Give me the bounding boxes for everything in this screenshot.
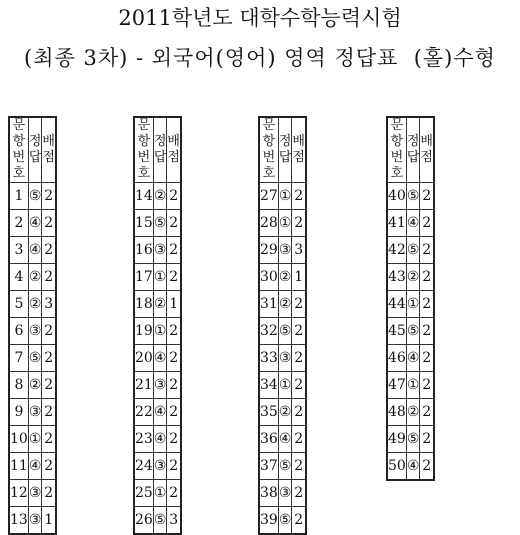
table-row bbox=[259, 264, 306, 291]
answer-value: ② bbox=[278, 291, 292, 318]
question-number: 2 bbox=[9, 210, 28, 237]
answer-value: ③ bbox=[278, 237, 292, 264]
table-row bbox=[387, 372, 434, 399]
header-number: 문항 번호 bbox=[134, 117, 153, 183]
points-value: 2 bbox=[292, 426, 306, 453]
answer-value: ④ bbox=[278, 426, 292, 453]
question-number: 15 bbox=[134, 210, 153, 237]
table-row bbox=[134, 291, 181, 318]
points-value: 2 bbox=[292, 345, 306, 372]
table-row bbox=[9, 264, 56, 291]
points-value: 2 bbox=[42, 480, 56, 507]
table-row bbox=[134, 237, 181, 264]
points-value: 2 bbox=[42, 372, 56, 399]
points-value: 2 bbox=[292, 291, 306, 318]
points-value: 2 bbox=[420, 237, 434, 264]
table-row bbox=[259, 183, 306, 210]
question-number: 46 bbox=[387, 345, 406, 372]
answer-value: ④ bbox=[28, 210, 42, 237]
question-number: 39 bbox=[259, 507, 278, 535]
answer-value: ③ bbox=[28, 318, 42, 345]
header-number: 문항 번호 bbox=[387, 117, 406, 183]
table-row bbox=[134, 264, 181, 291]
table-row bbox=[134, 480, 181, 507]
table-row bbox=[134, 210, 181, 237]
table-row bbox=[387, 426, 434, 453]
table-row bbox=[9, 507, 56, 535]
question-number: 50 bbox=[387, 453, 406, 481]
table-row bbox=[9, 183, 56, 210]
answer-value: ⑤ bbox=[278, 318, 292, 345]
question-number: 48 bbox=[387, 399, 406, 426]
answer-value: ③ bbox=[278, 345, 292, 372]
table-row bbox=[387, 291, 434, 318]
table-row bbox=[259, 291, 306, 318]
table-row bbox=[9, 399, 56, 426]
points-value: 2 bbox=[420, 264, 434, 291]
points-value: 2 bbox=[42, 210, 56, 237]
answer-value: ② bbox=[406, 399, 420, 426]
question-number: 37 bbox=[259, 453, 278, 480]
answer-value: ⑤ bbox=[406, 426, 420, 453]
points-value: 2 bbox=[167, 183, 181, 210]
points-value: 2 bbox=[167, 426, 181, 453]
question-number: 4 bbox=[9, 264, 28, 291]
answer-value: ③ bbox=[153, 453, 167, 480]
points-value: 2 bbox=[167, 372, 181, 399]
question-number: 23 bbox=[134, 426, 153, 453]
question-number: 19 bbox=[134, 318, 153, 345]
table-row bbox=[259, 372, 306, 399]
answer-value: ④ bbox=[406, 453, 420, 481]
answer-value: ⑤ bbox=[153, 507, 167, 535]
table-row bbox=[9, 453, 56, 480]
table-row bbox=[387, 399, 434, 426]
table-row bbox=[134, 345, 181, 372]
points-value: 2 bbox=[42, 237, 56, 264]
answer-value: ① bbox=[406, 372, 420, 399]
table-row bbox=[387, 264, 434, 291]
question-number: 17 bbox=[134, 264, 153, 291]
table-row bbox=[259, 426, 306, 453]
points-value: 2 bbox=[292, 372, 306, 399]
answer-value: ① bbox=[153, 318, 167, 345]
answer-table-1 bbox=[8, 116, 57, 535]
points-value: 1 bbox=[167, 291, 181, 318]
table-row bbox=[9, 210, 56, 237]
question-number: 28 bbox=[259, 210, 278, 237]
answer-table-4 bbox=[386, 116, 435, 481]
header-points: 배 점 bbox=[292, 117, 306, 183]
question-number: 26 bbox=[134, 507, 153, 535]
answer-value: ① bbox=[278, 183, 292, 210]
points-value: 2 bbox=[167, 264, 181, 291]
question-number: 6 bbox=[9, 318, 28, 345]
question-number: 5 bbox=[9, 291, 28, 318]
header-row bbox=[9, 117, 56, 183]
question-number: 33 bbox=[259, 345, 278, 372]
answer-value: ⑤ bbox=[278, 453, 292, 480]
points-value: 2 bbox=[167, 237, 181, 264]
answer-value: ③ bbox=[153, 372, 167, 399]
header-row bbox=[134, 117, 181, 183]
table-row bbox=[387, 345, 434, 372]
page-title: 2011학년도 대학수학능력시험 bbox=[118, 6, 402, 30]
answer-value: ④ bbox=[28, 453, 42, 480]
table-row bbox=[134, 453, 181, 480]
table-row bbox=[134, 507, 181, 535]
points-value: 2 bbox=[42, 426, 56, 453]
table-row bbox=[9, 318, 56, 345]
answer-value: ⑤ bbox=[278, 507, 292, 535]
table-row bbox=[259, 480, 306, 507]
question-number: 10 bbox=[9, 426, 28, 453]
table-row bbox=[9, 426, 56, 453]
table-row bbox=[9, 480, 56, 507]
points-value: 2 bbox=[292, 453, 306, 480]
answer-value: ① bbox=[153, 264, 167, 291]
question-number: 24 bbox=[134, 453, 153, 480]
points-value: 2 bbox=[420, 345, 434, 372]
table-row bbox=[134, 426, 181, 453]
points-value: 2 bbox=[292, 480, 306, 507]
answer-value: ④ bbox=[406, 210, 420, 237]
answer-value: ③ bbox=[278, 480, 292, 507]
question-number: 36 bbox=[259, 426, 278, 453]
table-row bbox=[134, 372, 181, 399]
header-answer: 정 답 bbox=[406, 117, 420, 183]
table-row bbox=[134, 318, 181, 345]
points-value: 2 bbox=[420, 399, 434, 426]
header-answer: 정 답 bbox=[28, 117, 42, 183]
points-value: 2 bbox=[42, 453, 56, 480]
answer-table-3 bbox=[258, 116, 307, 535]
answer-value: ④ bbox=[153, 426, 167, 453]
question-number: 38 bbox=[259, 480, 278, 507]
points-value: 2 bbox=[292, 318, 306, 345]
points-value: 2 bbox=[167, 399, 181, 426]
answer-value: ① bbox=[406, 291, 420, 318]
question-number: 18 bbox=[134, 291, 153, 318]
answer-value: ⑤ bbox=[28, 345, 42, 372]
points-value: 2 bbox=[420, 426, 434, 453]
header-answer: 정 답 bbox=[153, 117, 167, 183]
points-value: 2 bbox=[420, 318, 434, 345]
question-number: 44 bbox=[387, 291, 406, 318]
answer-value: ① bbox=[278, 210, 292, 237]
answer-value: ③ bbox=[28, 399, 42, 426]
answer-value: ④ bbox=[153, 345, 167, 372]
points-value: 2 bbox=[420, 291, 434, 318]
answer-value: ③ bbox=[28, 507, 42, 535]
table-row bbox=[259, 345, 306, 372]
answer-value: ④ bbox=[153, 399, 167, 426]
table-row bbox=[259, 399, 306, 426]
answer-value: ③ bbox=[153, 237, 167, 264]
table-row bbox=[134, 399, 181, 426]
points-value: 1 bbox=[42, 507, 56, 535]
points-value: 2 bbox=[420, 183, 434, 210]
header-number: 문항 번호 bbox=[9, 117, 28, 183]
answer-value: ④ bbox=[28, 237, 42, 264]
question-number: 20 bbox=[134, 345, 153, 372]
answer-value: ② bbox=[153, 291, 167, 318]
points-value: 2 bbox=[420, 372, 434, 399]
question-number: 14 bbox=[134, 183, 153, 210]
points-value: 2 bbox=[420, 210, 434, 237]
points-value: 2 bbox=[42, 183, 56, 210]
answer-value: ④ bbox=[406, 345, 420, 372]
points-value: 2 bbox=[167, 210, 181, 237]
table-row bbox=[9, 372, 56, 399]
points-value: 2 bbox=[167, 318, 181, 345]
points-value: 2 bbox=[292, 507, 306, 535]
table-row bbox=[387, 237, 434, 264]
table-row bbox=[387, 210, 434, 237]
table-row bbox=[387, 453, 434, 481]
answer-value: ⑤ bbox=[406, 183, 420, 210]
answer-value: ② bbox=[406, 264, 420, 291]
question-number: 8 bbox=[9, 372, 28, 399]
points-value: 1 bbox=[292, 264, 306, 291]
table-row bbox=[387, 318, 434, 345]
header-number: 문항 번호 bbox=[259, 117, 278, 183]
points-value: 3 bbox=[292, 237, 306, 264]
table-row bbox=[259, 237, 306, 264]
answer-value: ① bbox=[28, 426, 42, 453]
question-number: 27 bbox=[259, 183, 278, 210]
question-number: 40 bbox=[387, 183, 406, 210]
table-row bbox=[9, 345, 56, 372]
points-value: 2 bbox=[167, 345, 181, 372]
question-number: 11 bbox=[9, 453, 28, 480]
answer-value: ② bbox=[278, 264, 292, 291]
question-number: 31 bbox=[259, 291, 278, 318]
answer-value: ② bbox=[153, 183, 167, 210]
points-value: 2 bbox=[292, 183, 306, 210]
table-row bbox=[259, 210, 306, 237]
answer-value: ① bbox=[153, 480, 167, 507]
answer-value: ⑤ bbox=[153, 210, 167, 237]
points-value: 2 bbox=[42, 264, 56, 291]
header-points: 배 점 bbox=[420, 117, 434, 183]
question-number: 7 bbox=[9, 345, 28, 372]
header-row bbox=[259, 117, 306, 183]
answer-value: ③ bbox=[28, 480, 42, 507]
question-number: 25 bbox=[134, 480, 153, 507]
points-value: 2 bbox=[420, 453, 434, 481]
table-row bbox=[259, 507, 306, 535]
question-number: 32 bbox=[259, 318, 278, 345]
question-number: 21 bbox=[134, 372, 153, 399]
points-value: 2 bbox=[292, 210, 306, 237]
points-value: 2 bbox=[42, 318, 56, 345]
question-number: 45 bbox=[387, 318, 406, 345]
table-row bbox=[387, 183, 434, 210]
question-number: 43 bbox=[387, 264, 406, 291]
table-row bbox=[9, 237, 56, 264]
question-number: 16 bbox=[134, 237, 153, 264]
table-row bbox=[9, 291, 56, 318]
points-value: 2 bbox=[42, 399, 56, 426]
answer-value: ⑤ bbox=[406, 237, 420, 264]
question-number: 42 bbox=[387, 237, 406, 264]
table-row bbox=[259, 453, 306, 480]
page-subtitle: (최종 3차) - 외국어(영어) 영역 정답표 (홀)수형 bbox=[24, 46, 496, 70]
question-number: 29 bbox=[259, 237, 278, 264]
points-value: 2 bbox=[167, 453, 181, 480]
header-row bbox=[387, 117, 434, 183]
answer-value: ⑤ bbox=[28, 183, 42, 210]
question-number: 3 bbox=[9, 237, 28, 264]
answer-table-2 bbox=[133, 116, 182, 535]
question-number: 13 bbox=[9, 507, 28, 535]
points-value: 2 bbox=[292, 399, 306, 426]
question-number: 47 bbox=[387, 372, 406, 399]
answer-value: ⑤ bbox=[406, 318, 420, 345]
question-number: 34 bbox=[259, 372, 278, 399]
points-value: 2 bbox=[42, 345, 56, 372]
header-answer: 정 답 bbox=[278, 117, 292, 183]
question-number: 41 bbox=[387, 210, 406, 237]
header-points: 배 점 bbox=[42, 117, 56, 183]
points-value: 2 bbox=[167, 480, 181, 507]
answer-value: ② bbox=[28, 291, 42, 318]
points-value: 3 bbox=[167, 507, 181, 535]
question-number: 35 bbox=[259, 399, 278, 426]
question-number: 1 bbox=[9, 183, 28, 210]
points-value: 3 bbox=[42, 291, 56, 318]
question-number: 30 bbox=[259, 264, 278, 291]
table-row bbox=[134, 183, 181, 210]
answer-value: ② bbox=[28, 372, 42, 399]
question-number: 12 bbox=[9, 480, 28, 507]
header-points: 배 점 bbox=[167, 117, 181, 183]
question-number: 9 bbox=[9, 399, 28, 426]
question-number: 49 bbox=[387, 426, 406, 453]
answer-value: ② bbox=[28, 264, 42, 291]
answer-value: ② bbox=[278, 399, 292, 426]
table-row bbox=[259, 318, 306, 345]
question-number: 22 bbox=[134, 399, 153, 426]
answer-value: ① bbox=[278, 372, 292, 399]
